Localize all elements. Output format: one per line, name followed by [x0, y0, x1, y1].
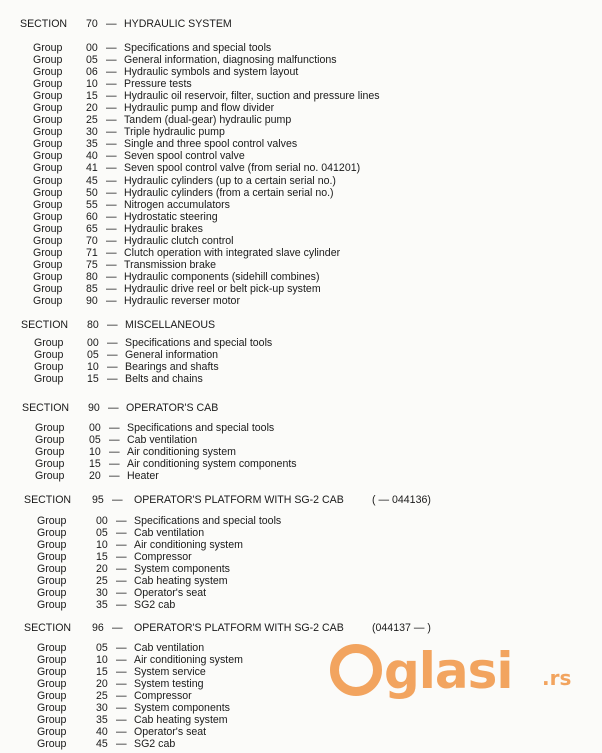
group-label: Group [33, 90, 63, 103]
group-title: Hydraulic clutch control [124, 234, 234, 247]
group-code: 00 [89, 422, 101, 434]
list-item [0, 458, 602, 470]
group-label: Group [37, 666, 67, 679]
section-title: HYDRAULIC SYSTEM [124, 18, 232, 30]
dash [106, 187, 117, 199]
dash [116, 539, 127, 551]
group-label: Group [33, 198, 63, 211]
group-title: Hydraulic cylinders (from a certain serial no.) [124, 186, 334, 199]
dash [106, 138, 117, 150]
group-label: Group [33, 282, 63, 295]
section-heading [0, 18, 602, 32]
group-label: Group [34, 337, 64, 349]
group-title: SG2 cab [134, 599, 176, 612]
group-label: Group [34, 373, 64, 386]
section-label: SECTION [24, 494, 72, 506]
group-title: System components [134, 563, 230, 576]
group-label: Group [33, 270, 63, 283]
group-code: 10 [89, 446, 101, 459]
group-title: Belts and chains [125, 373, 203, 386]
list-item [0, 337, 602, 349]
group-title: Operator's seat [134, 587, 207, 600]
list-item [0, 211, 602, 223]
group-code: 45 [96, 738, 108, 751]
section-95 [0, 494, 602, 611]
group-title: Cab ventilation [134, 527, 205, 540]
group-label: Group [37, 587, 67, 600]
dash [116, 702, 127, 714]
group-code: 10 [96, 654, 108, 667]
group-title: Heater [127, 470, 159, 483]
list-item [0, 349, 602, 361]
dash [106, 42, 117, 54]
group-title: Operator's seat [134, 726, 207, 739]
group-code: 20 [89, 470, 101, 483]
dash [116, 654, 127, 666]
dash [106, 102, 117, 114]
dash [109, 446, 120, 458]
group-title: Hydraulic cylinders (up to a certain serial no.) [124, 174, 336, 187]
list-item [0, 738, 602, 750]
list-item [0, 54, 602, 66]
section-number: 70 [86, 18, 98, 30]
dash [106, 114, 117, 126]
group-code: 10 [96, 539, 108, 552]
group-title: Hydraulic pump and flow divider [124, 102, 275, 115]
group-label: Group [33, 210, 63, 223]
group-label: Group [33, 54, 63, 67]
section-number: 90 [88, 402, 100, 414]
group-code: 25 [96, 575, 108, 588]
group-label: Group [37, 654, 67, 667]
group-title: Hydraulic symbols and system layout [124, 66, 299, 79]
group-label: Group [34, 349, 64, 362]
dash [106, 295, 117, 307]
list-item [0, 373, 602, 385]
group-code: 40 [86, 150, 98, 163]
group-label: Group [37, 575, 67, 588]
list-item [0, 102, 602, 114]
dash [108, 402, 119, 414]
group-code: 60 [86, 210, 98, 223]
group-title: Clutch operation with integrated slave cylinder [124, 246, 341, 259]
dash [116, 587, 127, 599]
watermark-o-ring-icon [330, 644, 382, 696]
list-item [0, 563, 602, 575]
group-code: 30 [96, 702, 108, 715]
group-label: Group [33, 126, 63, 139]
group-code: 00 [96, 515, 108, 527]
group-label: Group [37, 702, 67, 715]
dash [109, 422, 120, 434]
section-label: SECTION [24, 622, 72, 634]
list-item [0, 587, 602, 599]
group-code: 00 [87, 337, 99, 349]
section-title: OPERATOR'S CAB [126, 402, 219, 414]
dash [107, 337, 118, 349]
group-label: Group [33, 186, 63, 199]
section-90 [0, 402, 602, 482]
list-item [0, 150, 602, 162]
group-label: Group [35, 422, 65, 434]
group-code: 15 [87, 373, 99, 386]
group-label: Group [37, 551, 67, 564]
group-code: 90 [86, 294, 98, 307]
watermark-brand: glasi [384, 642, 513, 700]
list-item [0, 599, 602, 611]
group-label: Group [33, 162, 63, 175]
group-label: Group [33, 174, 63, 187]
group-code: 10 [86, 78, 98, 91]
group-label: Group [37, 599, 67, 612]
group-code: 15 [96, 551, 108, 564]
group-label: Group [33, 138, 63, 151]
section-title: OPERATOR'S PLATFORM WITH SG-2 CAB [134, 494, 344, 506]
dash [116, 726, 127, 738]
group-code: 05 [86, 54, 98, 67]
group-label: Group [33, 150, 63, 163]
group-title: Triple hydraulic pump [124, 126, 225, 139]
group-code: 25 [96, 690, 108, 703]
dash [116, 515, 127, 527]
group-title: Specifications and special tools [124, 42, 272, 54]
group-label: Group [35, 434, 65, 447]
list-item [0, 187, 602, 199]
dash [106, 54, 117, 66]
group-list [0, 337, 602, 385]
section-80 [0, 319, 602, 385]
list-item [0, 199, 602, 211]
group-title: General information [125, 349, 219, 362]
group-label: Group [35, 470, 65, 483]
list-item [0, 235, 602, 247]
group-title: Air conditioning system components [127, 458, 297, 471]
group-title: Hydrostatic steering [124, 210, 218, 223]
group-label: Group [37, 738, 67, 751]
group-code: 05 [87, 349, 99, 362]
watermark-suffix: .rs [542, 666, 572, 690]
oglasi-watermark [330, 642, 600, 712]
group-title: General information, diagnosing malfunctions [124, 54, 337, 67]
section-title: OPERATOR'S PLATFORM WITH SG-2 CAB [134, 622, 344, 634]
dash [116, 575, 127, 587]
group-title: SG2 cab [134, 738, 176, 751]
group-title: System components [134, 702, 230, 715]
dash [116, 690, 127, 702]
group-code: 20 [96, 563, 108, 576]
section-heading [0, 319, 602, 333]
group-label: Group [33, 114, 63, 127]
group-code: 15 [89, 458, 101, 471]
list-item [0, 434, 602, 446]
dash [109, 470, 120, 482]
dash [116, 551, 127, 563]
group-title: Tandem (dual-gear) hydraulic pump [124, 114, 292, 127]
group-code: 20 [86, 102, 98, 115]
serial-range: (044137 — ) [372, 622, 431, 634]
group-label: Group [37, 642, 67, 654]
dash [106, 235, 117, 247]
list-item [0, 126, 602, 138]
group-list [0, 422, 602, 482]
group-title: Hydraulic brakes [124, 222, 203, 235]
group-label: Group [33, 222, 63, 235]
list-item [0, 726, 602, 738]
section-heading [0, 402, 602, 416]
list-item [0, 470, 602, 482]
group-code: 35 [86, 138, 98, 151]
group-label: Group [35, 458, 65, 471]
section-number: 80 [87, 319, 99, 331]
list-item [0, 78, 602, 90]
dash [106, 247, 117, 259]
group-code: 40 [96, 726, 108, 739]
section-title: MISCELLANEOUS [125, 319, 216, 331]
dash [106, 175, 117, 187]
dash [106, 223, 117, 235]
group-label: Group [33, 66, 63, 79]
group-title: Hydraulic oil reservoir, filter, suction and pressure lines [124, 90, 380, 103]
group-label: Group [33, 294, 63, 307]
group-title: Specifications and special tools [134, 515, 282, 527]
dash [106, 126, 117, 138]
group-code: 06 [86, 66, 98, 79]
dash [107, 361, 118, 373]
dash [106, 271, 117, 283]
group-title: Air conditioning system [134, 539, 243, 552]
list-item [0, 446, 602, 458]
section-heading [0, 622, 602, 636]
group-title: Single and three spool control valves [124, 138, 298, 151]
group-code: 20 [96, 678, 108, 691]
group-code: 45 [86, 174, 98, 187]
group-code: 30 [96, 587, 108, 600]
group-code: 05 [96, 527, 108, 540]
group-code: 05 [96, 642, 108, 654]
section-70 [0, 18, 602, 307]
dash [116, 738, 127, 750]
group-label: Group [33, 78, 63, 91]
section-label: SECTION [22, 402, 70, 414]
dash [116, 642, 127, 654]
group-code: 35 [96, 714, 108, 727]
group-label: Group [35, 446, 65, 459]
group-code: 65 [86, 222, 98, 235]
list-item [0, 42, 602, 54]
dash [106, 18, 117, 30]
group-code: 50 [86, 186, 98, 199]
group-label: Group [37, 539, 67, 552]
group-title: Cab heating system [134, 714, 228, 727]
dash [107, 373, 118, 385]
group-code: 15 [96, 666, 108, 679]
list-item [0, 138, 602, 150]
group-label: Group [34, 361, 64, 374]
group-title: System testing [134, 678, 204, 691]
list-item [0, 223, 602, 235]
group-label: Group [33, 234, 63, 247]
section-label: SECTION [20, 18, 68, 30]
group-label: Group [33, 42, 63, 54]
list-item [0, 162, 602, 174]
group-code: 70 [86, 234, 98, 247]
group-label: Group [33, 246, 63, 259]
list-item [0, 114, 602, 126]
list-item [0, 295, 602, 307]
group-label: Group [33, 258, 63, 271]
group-title: Seven spool control valve [124, 150, 245, 163]
dash [106, 90, 117, 102]
group-code: 05 [89, 434, 101, 447]
group-list [0, 42, 602, 307]
group-label: Group [37, 515, 67, 527]
list-item [0, 422, 602, 434]
group-code: 41 [86, 162, 98, 175]
dash [106, 150, 117, 162]
group-title: Compressor [134, 551, 192, 564]
dash [109, 434, 120, 446]
group-title: Specifications and special tools [127, 422, 275, 434]
dash [112, 622, 123, 634]
list-item [0, 361, 602, 373]
dash [106, 78, 117, 90]
group-title: Seven spool control valve (from serial no. 041201) [124, 162, 361, 175]
group-label: Group [37, 678, 67, 691]
serial-range: ( — 044136) [372, 494, 431, 506]
list-item [0, 515, 602, 527]
group-code: 85 [86, 282, 98, 295]
group-title: Specifications and special tools [125, 337, 273, 349]
group-title: Bearings and shafts [125, 361, 219, 374]
list-item [0, 539, 602, 551]
group-code: 25 [86, 114, 98, 127]
group-label: Group [33, 102, 63, 115]
dash [107, 349, 118, 361]
section-number: 95 [92, 494, 104, 506]
list-item [0, 247, 602, 259]
group-label: Group [37, 690, 67, 703]
group-title: Air conditioning system [127, 446, 236, 459]
dash [106, 283, 117, 295]
group-code: 00 [86, 42, 98, 54]
group-title: Air conditioning system [134, 654, 243, 667]
list-item [0, 66, 602, 78]
list-item [0, 259, 602, 271]
list-item [0, 271, 602, 283]
dash [106, 66, 117, 78]
group-code: 80 [86, 270, 98, 283]
section-number: 96 [92, 622, 104, 634]
section-label: SECTION [21, 319, 69, 331]
group-title: Cab ventilation [134, 642, 205, 654]
dash [107, 319, 118, 331]
section-heading [0, 494, 602, 508]
dash [109, 458, 120, 470]
list-item [0, 714, 602, 726]
group-title: Hydraulic drive reel or belt pick-up system [124, 282, 321, 295]
list-item [0, 551, 602, 563]
group-label: Group [37, 714, 67, 727]
dash [116, 666, 127, 678]
group-title: Hydraulic reverser motor [124, 294, 240, 307]
dash [116, 563, 127, 575]
group-code: 55 [86, 198, 98, 211]
dash [106, 211, 117, 223]
group-label: Group [37, 527, 67, 540]
group-code: 10 [87, 361, 99, 374]
list-item [0, 575, 602, 587]
group-code: 75 [86, 258, 98, 271]
group-code: 15 [86, 90, 98, 103]
dash [116, 678, 127, 690]
dash [106, 199, 117, 211]
group-code: 35 [96, 599, 108, 612]
group-code: 30 [86, 126, 98, 139]
group-title: Compressor [134, 690, 192, 703]
dash [112, 494, 123, 506]
dash [116, 599, 127, 611]
dash [106, 162, 117, 174]
group-label: Group [37, 563, 67, 576]
dash [116, 714, 127, 726]
list-item [0, 283, 602, 295]
group-title: Transmission brake [124, 258, 217, 271]
group-title: Cab heating system [134, 575, 228, 588]
dash [106, 259, 117, 271]
group-title: Nitrogen accumulators [124, 198, 230, 211]
list-item [0, 175, 602, 187]
group-title: Cab ventilation [127, 434, 198, 447]
group-code: 71 [86, 246, 98, 259]
group-label: Group [37, 726, 67, 739]
list-item [0, 527, 602, 539]
dash [116, 527, 127, 539]
group-title: System service [134, 666, 206, 679]
group-title: Pressure tests [124, 78, 192, 91]
group-list [0, 515, 602, 611]
group-title: Hydraulic components (sidehill combines) [124, 270, 320, 283]
list-item [0, 90, 602, 102]
